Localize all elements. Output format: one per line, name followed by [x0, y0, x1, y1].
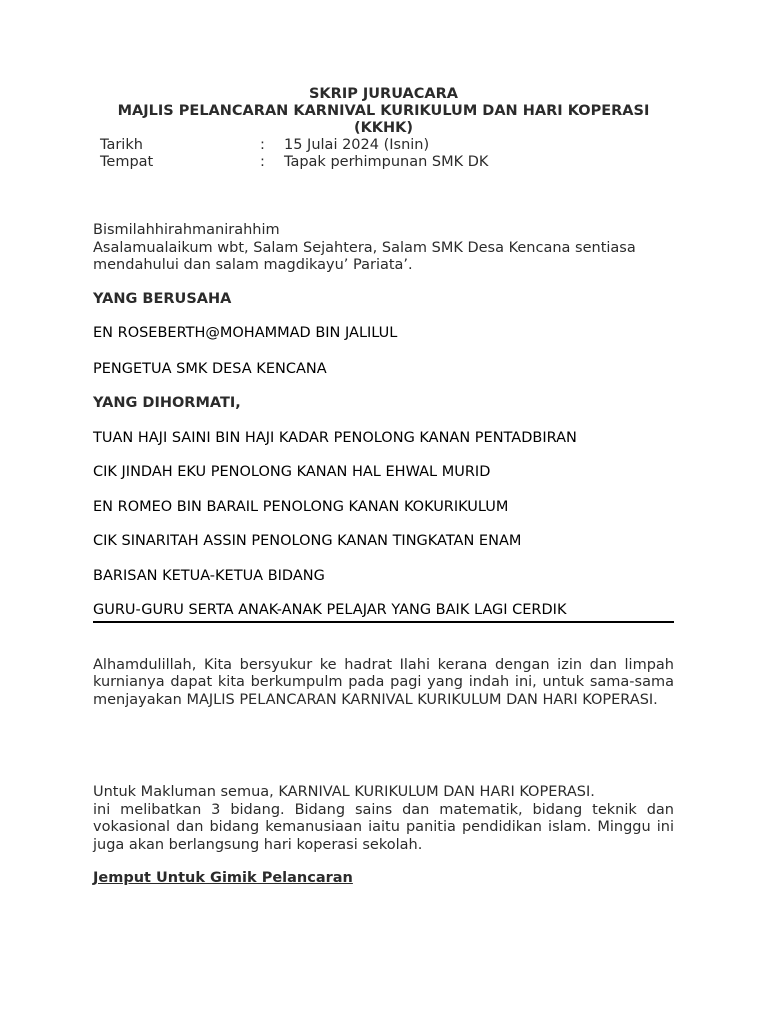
place-colon: :: [260, 154, 265, 170]
salutation-item: TUAN HAJI SAINI BIN HAJI KADAR PENOLONG KANAN PENTADBIRAN: [93, 429, 577, 446]
salutation-item: BARISAN KETUA-KETUA BIDANG: [93, 567, 325, 584]
date-label: Tarikh: [100, 137, 143, 153]
salutation-last-item: GURU-GURU SERTA ANAK-ANAK PELAJAR YANG BAIK LAGI CERDIK: [93, 602, 674, 623]
meta-block: [93, 137, 674, 171]
place-label: Tempat: [100, 154, 154, 170]
salutation-dihormati: YANG DIHORMATI,: [93, 395, 241, 411]
doc-title: SKRIP JURUACARA: [308, 86, 459, 102]
salam-line: Asalamualaikum wbt, Salam Sejahtera, Salam SMK Desa Kencana sentiasa mendahului dan salam magdikayu’ Pariata’.: [93, 239, 636, 273]
paragraph-makluman-first-line: Untuk Makluman semua, KARNIVAL KURIKULUM DAN HARI KOPERASI.: [93, 784, 595, 800]
salutation-principal-name: EN ROSEBERTH@MOHAMMAD BIN JALILUL: [93, 325, 398, 341]
place-row: [93, 154, 674, 171]
paragraph-makluman-body: ini melibatkan 3 bidang. Bidang sains dan matematik, bidang teknik dan vokasional dan bidang kemanusiaan iaitu panitia pendidikan islam. Minggu ini juga akan berlangsung hari koperasi sekolah.: [93, 801, 674, 853]
doc-subtitle: MAJLIS PELANCARAN KARNIVAL KURIKULUM DAN HARI KOPERASI: [117, 103, 650, 119]
closing-heading: Jemput Untuk Gimik Pelancaran: [93, 870, 353, 886]
salutation-item: CIK JINDAH EKU PENOLONG KANAN HAL EHWAL MURID: [93, 464, 491, 480]
salutation-item: CIK SINARITAH ASSIN PENOLONG KANAN TINGKATAN ENAM: [93, 533, 522, 549]
salutation-item: EN ROMEO BIN BARAIL PENOLONG KANAN KOKURIKULUM: [93, 498, 509, 515]
salutation-berusaha: YANG BERUSAHA: [93, 290, 232, 307]
bismillah-line: Bismilahhirahmanirahhim: [93, 222, 280, 238]
document-page: [93, 86, 674, 888]
place-value: Tapak perhimpunan SMK DK: [284, 154, 489, 170]
date-value: 15 Julai 2024 (Isnin): [284, 137, 430, 153]
paragraph-alhamdulillah: Alhamdulillah, Kita bersyukur ke hadrat Ilahi kerana dengan izin dan limpah kurnianya dapat kita berkumpulm pada pagi yang indah ini, untuk sama-sama menjayakan MAJLIS PELANCARAN KARNIVAL KURIKULUM DAN HARI KOPERASI.: [93, 656, 674, 708]
salutation-principal-title: PENGETUA SMK DESA KENCANA: [93, 360, 327, 377]
doc-subtitle-abbr: (KKHK): [353, 120, 414, 136]
date-row: [93, 137, 674, 154]
date-colon: :: [260, 137, 265, 153]
